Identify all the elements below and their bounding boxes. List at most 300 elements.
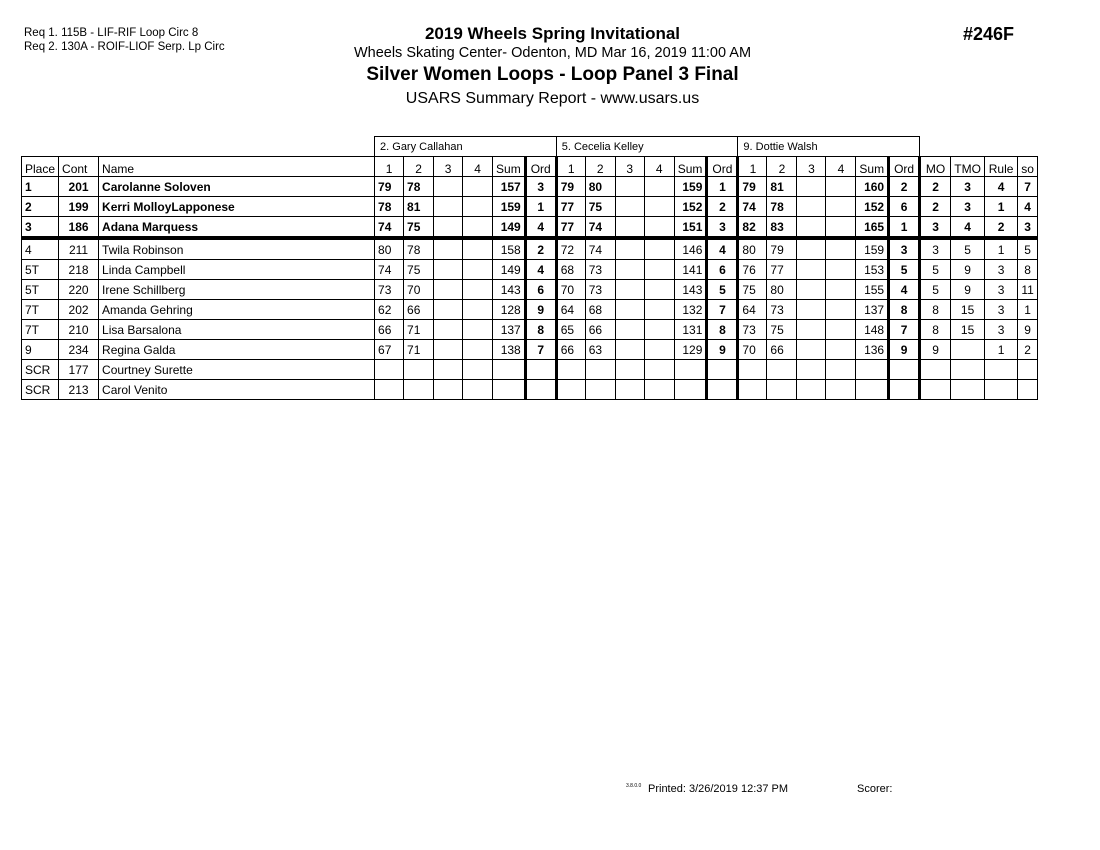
score-cell (615, 340, 644, 360)
ordinal-cell (525, 380, 556, 400)
column-header-judge-3: Ord (889, 157, 920, 177)
column-header-judge-2: 3 (615, 157, 644, 177)
score-cell: 70 (738, 340, 767, 360)
skater-row (22, 280, 1038, 300)
rule-cell: 3 (985, 320, 1018, 340)
place-cell: 5T (22, 280, 59, 300)
ordinal-cell: 4 (525, 217, 556, 239)
score-cell (767, 360, 797, 380)
sum-cell (493, 360, 526, 380)
score-cell (826, 177, 856, 197)
ordinal-cell (707, 360, 738, 380)
score-cell: 78 (767, 197, 797, 217)
score-cell: 78 (404, 238, 434, 260)
competition-title: 2019 Wheels Spring Invitational (424, 24, 681, 43)
mo-cell: 3 (920, 217, 951, 239)
requirement-2: Req 2. 130A - ROIF-LIOF Serp. Lp Circ (24, 41, 225, 53)
name-cell: Courtney Surette (99, 360, 375, 380)
score-cell: 75 (585, 197, 615, 217)
score-cell (615, 380, 644, 400)
score-cell (797, 217, 826, 239)
cont-cell: 177 (59, 360, 99, 380)
ordinal-cell: 2 (707, 197, 738, 217)
ordinal-cell: 5 (707, 280, 738, 300)
score-cell: 66 (767, 340, 797, 360)
sum-cell: 159 (493, 197, 526, 217)
score-cell: 73 (738, 320, 767, 340)
score-cell (463, 197, 493, 217)
ordinal-cell: 4 (889, 280, 920, 300)
skater-row (22, 260, 1038, 280)
score-cell (826, 380, 856, 400)
sum-cell: 165 (856, 217, 889, 239)
rule-cell (985, 360, 1018, 380)
score-cell (615, 217, 644, 239)
cont-cell: 211 (59, 238, 99, 260)
column-header-judge-2: 2 (585, 157, 615, 177)
score-cell: 82 (738, 217, 767, 239)
column-header-judge-3: Sum (856, 157, 889, 177)
score-cell (826, 320, 856, 340)
name-cell: Regina Galda (99, 340, 375, 360)
score-cell (615, 280, 644, 300)
name-cell: Kerri MolloyLapponese (99, 197, 375, 217)
sum-cell (674, 380, 707, 400)
sum-cell: 148 (856, 320, 889, 340)
score-cell (738, 360, 767, 380)
score-cell (644, 197, 674, 217)
cont-cell: 213 (59, 380, 99, 400)
mo-cell: 2 (920, 197, 951, 217)
score-cell: 75 (738, 280, 767, 300)
score-cell (463, 320, 493, 340)
column-header-row (22, 157, 1038, 177)
score-cell (644, 217, 674, 239)
score-cell (463, 260, 493, 280)
cont-cell: 220 (59, 280, 99, 300)
requirements-list (24, 26, 225, 54)
column-header-name: Name (99, 157, 375, 177)
column-header-so: so (1018, 157, 1038, 177)
judge-header-spacer (920, 137, 1038, 157)
score-cell (434, 360, 463, 380)
ordinal-cell: 3 (525, 177, 556, 197)
column-header-mo: MO (920, 157, 951, 177)
score-cell: 80 (738, 238, 767, 260)
skater-row (22, 340, 1038, 360)
mo-cell: 5 (920, 280, 951, 300)
score-cell: 75 (404, 260, 434, 280)
tmo-cell: 9 (951, 260, 985, 280)
ordinal-cell: 6 (889, 197, 920, 217)
so-cell: 1 (1018, 300, 1038, 320)
sum-cell: 149 (493, 260, 526, 280)
sum-cell: 131 (674, 320, 707, 340)
score-cell (434, 217, 463, 239)
place-cell: 2 (22, 197, 59, 217)
printed-timestamp: Printed: 3/26/2019 12:37 PM (648, 783, 789, 795)
rule-cell: 3 (985, 260, 1018, 280)
score-cell (375, 380, 404, 400)
score-cell (463, 300, 493, 320)
sum-cell: 146 (674, 238, 707, 260)
score-cell (615, 300, 644, 320)
score-cell (434, 260, 463, 280)
tmo-cell: 3 (951, 197, 985, 217)
column-header-judge-3: 3 (797, 157, 826, 177)
score-cell: 73 (767, 300, 797, 320)
score-cell: 79 (767, 238, 797, 260)
column-header-judge-2: Ord (707, 157, 738, 177)
name-cell: Adana Marquess (99, 217, 375, 239)
score-cell: 75 (767, 320, 797, 340)
score-cell: 74 (375, 260, 404, 280)
score-cell: 74 (738, 197, 767, 217)
place-cell: 9 (22, 340, 59, 360)
sum-cell: 143 (493, 280, 526, 300)
score-cell: 70 (404, 280, 434, 300)
tmo-cell: 4 (951, 217, 985, 239)
column-header-tmo: TMO (951, 157, 985, 177)
score-cell (767, 380, 797, 400)
score-cell (434, 300, 463, 320)
rule-cell: 3 (985, 280, 1018, 300)
score-cell (644, 238, 674, 260)
score-cell (826, 260, 856, 280)
score-cell (615, 197, 644, 217)
column-header-judge-1: 1 (375, 157, 404, 177)
cont-cell: 210 (59, 320, 99, 340)
score-cell: 73 (585, 280, 615, 300)
score-cell: 80 (767, 280, 797, 300)
sum-cell: 157 (493, 177, 526, 197)
score-cell (585, 360, 615, 380)
skater-row (22, 177, 1038, 197)
sum-cell (493, 380, 526, 400)
score-cell (797, 360, 826, 380)
cont-cell: 202 (59, 300, 99, 320)
so-cell: 4 (1018, 197, 1038, 217)
score-cell: 81 (404, 197, 434, 217)
sum-cell: 141 (674, 260, 707, 280)
place-cell: SCR (22, 360, 59, 380)
score-cell (585, 380, 615, 400)
score-cell: 66 (404, 300, 434, 320)
tmo-cell: 15 (951, 300, 985, 320)
name-cell: Linda Campbell (99, 260, 375, 280)
score-cell: 67 (375, 340, 404, 360)
score-cell (644, 320, 674, 340)
mo-cell: 2 (920, 177, 951, 197)
score-cell (644, 177, 674, 197)
judge-header-row (22, 137, 1038, 157)
score-cell (434, 320, 463, 340)
rule-cell: 1 (985, 238, 1018, 260)
place-cell: 7T (22, 320, 59, 340)
score-cell: 74 (375, 217, 404, 239)
skater-row (22, 217, 1038, 239)
score-cell: 79 (556, 177, 585, 197)
column-header-judge-3: 4 (826, 157, 856, 177)
mo-cell (920, 380, 951, 400)
sum-cell: 151 (674, 217, 707, 239)
sum-cell: 136 (856, 340, 889, 360)
sum-cell: 152 (856, 197, 889, 217)
mo-cell: 9 (920, 340, 951, 360)
score-cell (826, 197, 856, 217)
ordinal-cell: 1 (889, 217, 920, 239)
score-cell: 78 (375, 197, 404, 217)
name-cell: Irene Schillberg (99, 280, 375, 300)
score-cell: 78 (404, 177, 434, 197)
place-cell: 7T (22, 300, 59, 320)
ordinal-cell: 9 (889, 340, 920, 360)
score-cell (463, 380, 493, 400)
column-header-cont: Cont (59, 157, 99, 177)
skater-row (22, 197, 1038, 217)
score-cell: 74 (585, 217, 615, 239)
tmo-cell: 9 (951, 280, 985, 300)
sum-cell: 143 (674, 280, 707, 300)
name-cell: Lisa Barsalona (99, 320, 375, 340)
score-cell: 68 (585, 300, 615, 320)
column-header-rule: Rule (985, 157, 1018, 177)
ordinal-cell: 8 (525, 320, 556, 340)
ordinal-cell: 4 (525, 260, 556, 280)
tmo-cell: 3 (951, 177, 985, 197)
score-cell (434, 380, 463, 400)
score-cell: 75 (404, 217, 434, 239)
rule-cell: 1 (985, 197, 1018, 217)
score-cell (797, 280, 826, 300)
score-cell (404, 380, 434, 400)
ordinal-cell: 2 (889, 177, 920, 197)
sum-cell: 159 (674, 177, 707, 197)
ordinal-cell: 7 (889, 320, 920, 340)
score-cell: 64 (556, 300, 585, 320)
score-cell (644, 360, 674, 380)
ordinal-cell: 4 (707, 238, 738, 260)
score-cell (644, 260, 674, 280)
score-cell (434, 280, 463, 300)
score-cell (615, 177, 644, 197)
score-cell: 64 (738, 300, 767, 320)
column-header-judge-1: 3 (434, 157, 463, 177)
ordinal-cell: 6 (525, 280, 556, 300)
score-cell (826, 217, 856, 239)
score-cell (797, 300, 826, 320)
tmo-cell: 5 (951, 238, 985, 260)
score-cell (404, 360, 434, 380)
sum-cell: 138 (493, 340, 526, 360)
score-cell (797, 177, 826, 197)
score-cell (797, 380, 826, 400)
judge-name: 2. Gary Callahan (375, 137, 557, 157)
place-cell: 1 (22, 177, 59, 197)
score-cell (434, 177, 463, 197)
so-cell: 7 (1018, 177, 1038, 197)
score-cell: 77 (767, 260, 797, 280)
so-cell: 9 (1018, 320, 1038, 340)
sum-cell: 137 (493, 320, 526, 340)
scorer-label: Scorer: (857, 783, 893, 795)
place-cell: 5T (22, 260, 59, 280)
so-cell: 2 (1018, 340, 1038, 360)
sum-cell: 159 (856, 238, 889, 260)
score-cell (463, 177, 493, 197)
requirement-1: Req 1. 115B - LIF-RIF Loop Circ 8 (24, 27, 199, 39)
sum-cell: 128 (493, 300, 526, 320)
score-cell: 73 (585, 260, 615, 280)
column-header-judge-1: 2 (404, 157, 434, 177)
score-cell: 66 (375, 320, 404, 340)
sum-cell: 160 (856, 177, 889, 197)
skater-row (22, 380, 1038, 400)
event-number: #246F (963, 24, 1015, 44)
so-cell (1018, 360, 1038, 380)
score-cell: 72 (556, 238, 585, 260)
column-header-place: Place (22, 157, 59, 177)
score-cell: 71 (404, 320, 434, 340)
score-cell: 79 (375, 177, 404, 197)
score-cell (463, 340, 493, 360)
ordinal-cell (889, 380, 920, 400)
rule-cell: 1 (985, 340, 1018, 360)
cont-cell: 186 (59, 217, 99, 239)
score-cell (826, 340, 856, 360)
ordinal-cell: 9 (525, 300, 556, 320)
judge-name: 9. Dottie Walsh (738, 137, 920, 157)
score-cell (463, 280, 493, 300)
sum-cell: 129 (674, 340, 707, 360)
so-cell (1018, 380, 1038, 400)
sum-cell: 155 (856, 280, 889, 300)
report-subtitle: USARS Summary Report - www.usars.us (405, 90, 700, 107)
column-header-judge-2: 1 (556, 157, 585, 177)
score-cell: 80 (585, 177, 615, 197)
sum-cell (674, 360, 707, 380)
score-cell (644, 300, 674, 320)
cont-cell: 199 (59, 197, 99, 217)
score-cell: 80 (375, 238, 404, 260)
score-cell (556, 380, 585, 400)
score-cell (375, 360, 404, 380)
score-cell (644, 380, 674, 400)
sum-cell (856, 380, 889, 400)
tmo-cell: 15 (951, 320, 985, 340)
cont-cell: 234 (59, 340, 99, 360)
column-header-judge-3: 1 (738, 157, 767, 177)
score-cell (826, 360, 856, 380)
skater-row (22, 360, 1038, 380)
score-cell: 66 (556, 340, 585, 360)
score-cell: 66 (585, 320, 615, 340)
score-cell: 73 (375, 280, 404, 300)
ordinal-cell: 5 (889, 260, 920, 280)
rule-cell (985, 380, 1018, 400)
score-cell (738, 380, 767, 400)
score-cell: 70 (556, 280, 585, 300)
ordinal-cell: 8 (707, 320, 738, 340)
mo-cell (920, 360, 951, 380)
software-version: 3.8.0.0 (626, 783, 642, 789)
rule-cell: 2 (985, 217, 1018, 239)
column-header-judge-1: 4 (463, 157, 493, 177)
name-cell: Amanda Gehring (99, 300, 375, 320)
score-cell: 77 (556, 217, 585, 239)
score-cell: 83 (767, 217, 797, 239)
score-cell (434, 197, 463, 217)
score-cell (826, 300, 856, 320)
tmo-cell (951, 380, 985, 400)
rule-cell: 3 (985, 300, 1018, 320)
judge-header-spacer (22, 137, 375, 157)
tmo-cell (951, 340, 985, 360)
ordinal-cell (525, 360, 556, 380)
ordinal-cell: 6 (707, 260, 738, 280)
score-cell (615, 238, 644, 260)
sum-cell: 137 (856, 300, 889, 320)
so-cell: 11 (1018, 280, 1038, 300)
score-cell: 65 (556, 320, 585, 340)
score-cell: 77 (556, 197, 585, 217)
name-cell: Carolanne Soloven (99, 177, 375, 197)
rule-cell: 4 (985, 177, 1018, 197)
cont-cell: 218 (59, 260, 99, 280)
score-cell: 74 (585, 238, 615, 260)
score-cell (463, 238, 493, 260)
ordinal-cell: 1 (525, 197, 556, 217)
sum-cell (856, 360, 889, 380)
score-cell: 63 (585, 340, 615, 360)
ordinal-cell: 3 (889, 238, 920, 260)
ordinal-cell (707, 380, 738, 400)
score-cell (463, 217, 493, 239)
ordinal-cell: 1 (707, 177, 738, 197)
event-name: Silver Women Loops - Loop Panel 3 Final (366, 64, 739, 85)
score-cell: 68 (556, 260, 585, 280)
score-cell (797, 238, 826, 260)
mo-cell: 8 (920, 320, 951, 340)
score-cell (797, 320, 826, 340)
so-cell: 3 (1018, 217, 1038, 239)
ordinal-cell: 9 (707, 340, 738, 360)
score-cell (797, 340, 826, 360)
sum-cell: 132 (674, 300, 707, 320)
column-header-judge-3: 2 (767, 157, 797, 177)
sum-cell: 158 (493, 238, 526, 260)
score-cell: 71 (404, 340, 434, 360)
score-cell (797, 197, 826, 217)
ordinal-cell: 3 (707, 217, 738, 239)
sum-cell: 152 (674, 197, 707, 217)
ordinal-cell: 2 (525, 238, 556, 260)
score-cell (644, 340, 674, 360)
score-cell: 81 (767, 177, 797, 197)
score-cell (797, 260, 826, 280)
so-cell: 8 (1018, 260, 1038, 280)
score-cell: 76 (738, 260, 767, 280)
mo-cell: 3 (920, 238, 951, 260)
ordinal-cell: 7 (525, 340, 556, 360)
sum-cell: 149 (493, 217, 526, 239)
venue-date-line: Wheels Skating Center- Odenton, MD Mar 16, 2019 11:00 AM (353, 45, 752, 61)
score-cell (826, 280, 856, 300)
score-cell (434, 340, 463, 360)
score-cell (463, 360, 493, 380)
column-header-judge-1: Ord (525, 157, 556, 177)
score-cell (434, 238, 463, 260)
